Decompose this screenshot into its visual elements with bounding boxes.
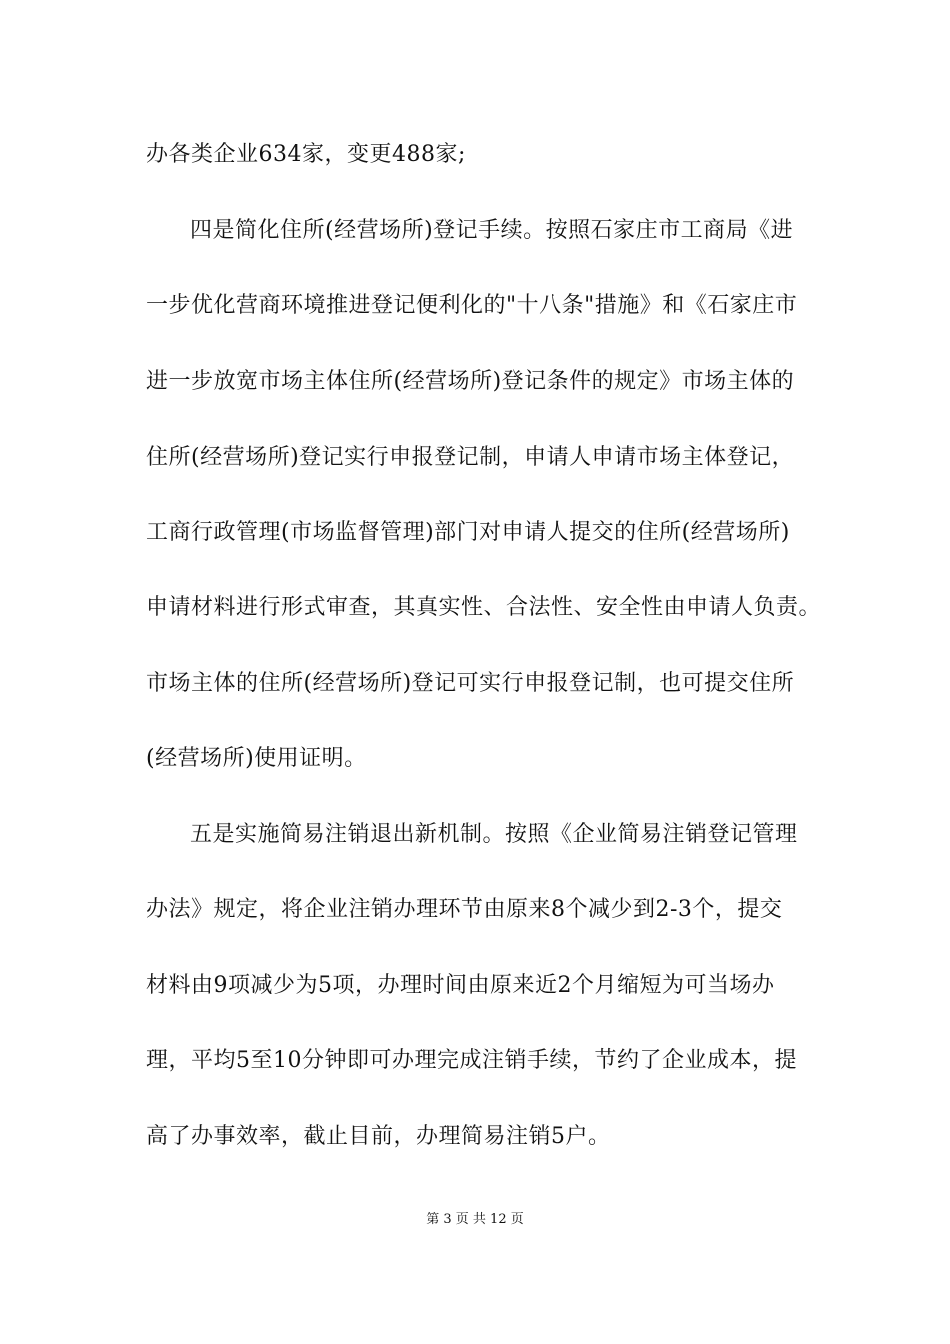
paragraph-line: 理，平均5至10分钟即可办理完成注销手续，节约了企业成本，提 [146,1048,797,1073]
paragraph-line: 办法》规定，将企业注销办理环节由原来8个减少到2-3个，提交 [146,897,783,922]
paragraph-line: 高了办事效率，截止目前，办理简易注销5户。 [146,1124,611,1149]
paragraph-line: 住所(经营场所)登记实行申报登记制，申请人申请市场主体登记， [146,445,795,470]
paragraph-line: 材料由9项减少为5项，办理时间由原来近2个月缩短为可当场办 [146,973,775,998]
paragraph-line: 一步优化营商环境推进登记便利化的"十八条"措施》和《石家庄市 [146,293,798,318]
paragraph-line: (经营场所)使用证明。 [146,746,367,771]
paragraph-line: 市场主体的住所(经营场所)登记可实行申报登记制，也可提交住所 [146,671,795,696]
paragraph-line: 工商行政管理(市场监督管理)部门对申请人提交的住所(经营场所) [146,520,790,545]
paragraph-line: 进一步放宽市场主体住所(经营场所)登记条件的规定》市场主体的 [146,369,795,394]
paragraph-line: 五是实施简易注销退出新机制。按照《企业简易注销登记管理 [190,822,798,847]
paragraph-line: 四是简化住所(经营场所)登记手续。按照石家庄市工商局《进 [190,218,794,243]
page-footer: 第 3 页 共 12 页 [426,1212,524,1227]
paragraph-line: 申请材料进行形式审查，其真实性、合法性、安全性由申请人负责。 [146,595,822,620]
paragraph-line: 办各类企业634家，变更488家; [146,142,466,167]
